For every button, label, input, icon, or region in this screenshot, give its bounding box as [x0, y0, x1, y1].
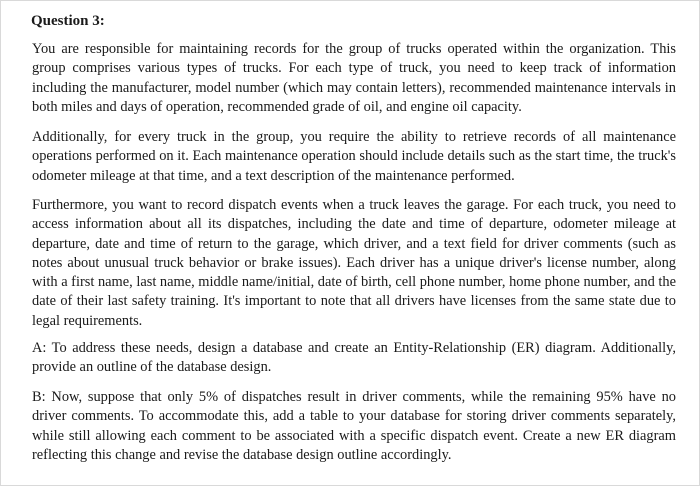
paragraph-maintenance: Additionally, for every truck in the group, you require the ability to retrieve records of all maintenance operations performed on it. Each maintenance operation should include details such as the start time, the truck's odometer mileage at that time, and a text description of the maintenance performed.: [32, 129, 676, 184]
question-title: Question 3:: [31, 13, 105, 29]
paragraph-part-a: A: To address these needs, design a database and create an Entity-Relationship (ER) diagram. Additionally, provide an outline of the database design.: [32, 340, 676, 376]
paragraph-truck-types: You are responsible for maintaining records for the group of trucks operated within the organization. This group comprises various types of trucks. For each type of truck, you need to keep track of information including the manufacturer, model number (which may contain letters), recommended maintenance intervals in both miles and days of operation, recommended grade of oil, and engine oil capacity.: [32, 41, 676, 115]
paragraph-dispatch-drivers: Furthermore, you want to record dispatch events when a truck leaves the garage. For each truck, you need to access information about all its dispatches, including the date and time of departure, odometer mileage at departure, date and time of return to the garage, which driver, and a text field for driver comments (such as notes about unusual truck behavior or brake issues). Each driver has a unique driver's license number, along with a first name, last name, middle name/initial, date of birth, cell phone number, home phone number, and the date of their last safety training. It's important to note that all drivers have licenses from the same state due to legal requirements.: [32, 197, 676, 329]
paragraph-part-b: B: Now, suppose that only 5% of dispatches result in driver comments, while the remaining 95% have no driver comments. To accommodate this, add a table to your database for storing driver comments separately, while still allowing each comment to be associated with a specific dispatch event. Create a new ER diagram reflecting this change and revise the database design outline accordingly.: [32, 389, 676, 463]
